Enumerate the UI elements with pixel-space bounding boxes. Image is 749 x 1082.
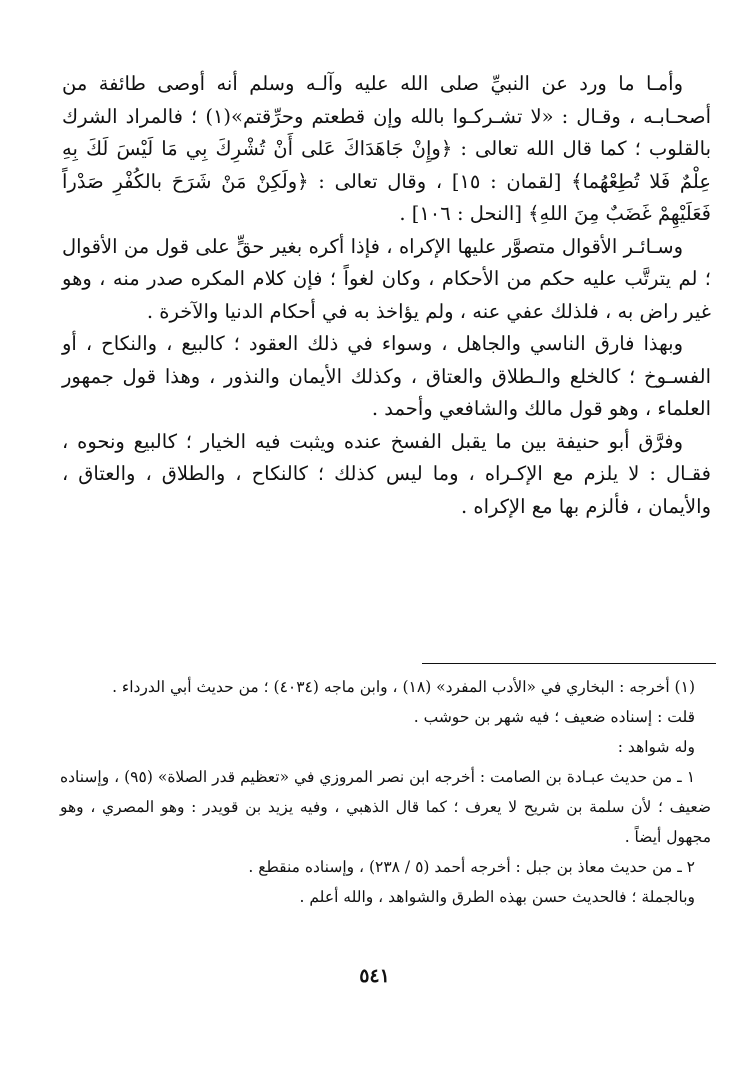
footnote-1: (١) أخرجه : البخاري في «الأدب المفرد» (١٨) ، وابن ماجه (٤٠٣٤) ؛ من حديث أبي الدرداء . (112, 678, 695, 696)
footnotes (60, 672, 711, 912)
paragraph-4: وفرَّق أبو حنيفة بين ما يقبل الفسخ عنده ويثبت فيه الخيار ؛ كالبيع ونحوه ، فقـال : لا يلزم مع الإكـراه ، وما ليس كذلك ؛ كالنكاح ، والطلاق ، والعتاق ، والأيمان ، فألزم بها مع الإكراه . (62, 429, 711, 518)
footnote-witnesses-heading: وله شواهد : (617, 738, 695, 756)
footnote-witness-1: ١ ـ من حديث عبـادة بن الصامت : أخرجه ابن نصر المروزي في «تعظيم قدر الصلاة» (٩٥) ، وإسناده ضعيف ؛ لأن سلمة بن شريح لا يعرف ؛ كما قال الذهبي ، وفيه يزيد بن قويدر : وهو المصري ، وهو مجهول أيضاً . (60, 768, 711, 846)
footnote-conclusion: وبالجملة ؛ فالحديث حسن بهذه الطرق والشواهد ، والله أعلم . (299, 888, 695, 906)
paragraph-2: وسـائـر الأقوال متصوَّر عليها الإكراه ، فإذا أكره بغير حقٍّ على قول من الأقوال ؛ لم يترتَّب عليه حكم من الأحكام ، وكان لغواً ؛ فإن كلام المكره صدر منه ، وهو غير راض به ، فلذلك عفي عنه ، ولم يؤاخذ به في أحكام الدنيا والآخرة . (62, 234, 711, 323)
main-text (62, 68, 711, 523)
footnote-separator (422, 663, 716, 664)
paragraph-1: وأمـا ما ورد عن النبيِّ صلى الله عليه وآلـه وسلم أنه أوصى طائفة من أصحـابـه ، وقـال : «لا تشـركـوا بالله وإن قطعتم وحرِّقتم»(١) ؛ فالمراد الشرك بالقلوب ؛ كما قال الله تعالى : ﴿وإِنْ جَاهَدَاكَ عَلى أَنْ تُشْرِكَ بِي مَا لَيْسَ لَكَ بِهِ عِلْمٌ فَلا تُطِعْهُما﴾ [لقمان : ١٥] ، وقال تعالى : ﴿ولَكِنْ مَنْ شَرَحَ بالكُفْرِ صَدْراً فَعَلَيْهِمْ غَضَبٌ مِنَ اللهِ﴾ [النحل : ١٠٦] . (62, 72, 711, 225)
page-number: ٥٤١ (359, 965, 390, 987)
footnote-comment: قلت : إسناده ضعيف ؛ فيه شهر بن حوشب . (413, 708, 695, 726)
footnote-witness-2: ٢ ـ من حديث معاذ بن جبل : أخرجه أحمد (٥ / ٢٣٨) ، وإسناده منقطع . (248, 858, 695, 876)
paragraph-3: وبهذا فارق الناسي والجاهل ، وسواء في ذلك العقود ؛ كالبيع ، والنكاح ، أو الفسـوخ ؛ كالخلع والـطلاق والعتاق ، وكذلك الأيمان والنذور ، وهذا قول جمهور العلماء ، وهو قول مالك والشافعي وأحمد . (62, 332, 711, 420)
